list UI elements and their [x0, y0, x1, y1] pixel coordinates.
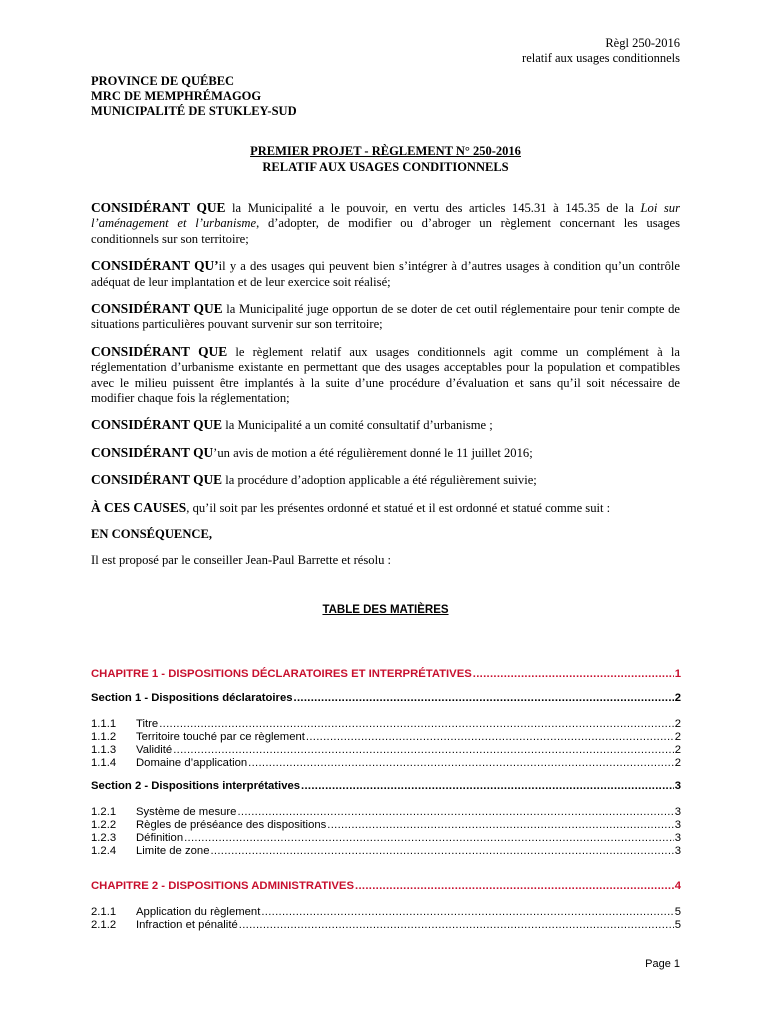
toc-leader [473, 668, 674, 681]
toc-section-1[interactable] [91, 692, 681, 705]
toc-label: Système de mesure [136, 806, 237, 818]
paragraph-text: ’un avis de motion a été régulièrement donné le 11 juillet 2016; [213, 445, 533, 460]
paragraph-text: la procédure d’adoption applicable a été régulièrement suivie; [222, 473, 537, 488]
toc-label: Territoire touché par ce règlement [136, 731, 305, 743]
paragraph [91, 301, 680, 333]
toc-leader [301, 780, 674, 793]
reference-number: Règl 250-2016 [605, 36, 680, 50]
document-reference [522, 36, 680, 66]
paragraph-lead: CONSIDÉRANT QUE [91, 301, 223, 317]
paragraph [91, 445, 680, 461]
toc-label: Section 1 - Dispositions déclaratoires [91, 692, 293, 704]
toc-page: 1 [674, 668, 681, 680]
toc-page: 3 [674, 780, 681, 792]
toc-chapter-2[interactable] [91, 880, 681, 893]
toc-item[interactable] [91, 919, 681, 932]
toc-item[interactable] [91, 757, 681, 770]
toc-title: TABLE DES MATIÈRES [322, 604, 449, 616]
page-number: Page 1 [645, 958, 680, 970]
toc-leader [237, 806, 673, 819]
paragraph-lead: CONSIDÉRANT QUE [91, 472, 223, 488]
municipality: MUNICIPALITÉ DE STUKLEY-SUD [91, 104, 297, 118]
toc-page: 5 [674, 919, 681, 931]
toc-leader [184, 832, 674, 845]
paragraph-lead: CONSIDÉRANT QU’ [91, 258, 219, 274]
toc-page: 3 [674, 819, 681, 831]
toc-leader [327, 819, 673, 832]
paragraph-lead: CONSIDÉRANT QUE [91, 417, 223, 433]
toc-item[interactable] [91, 731, 681, 744]
toc-number: 1.1.2 [91, 731, 117, 743]
paragraph-text: , d’adopter, de modifier ou d’abroger un règlement concernant les usages conditionnels sur son territoire; [91, 216, 680, 246]
toc-leader [294, 692, 674, 705]
toc-page: 3 [674, 845, 681, 857]
title-line-2: RELATIF AUX USAGES CONDITIONNELS [262, 160, 509, 174]
toc-label: Règles de préséance des dispositions [136, 819, 327, 831]
toc-item[interactable] [91, 906, 681, 919]
toc-leader [239, 919, 674, 932]
toc-item[interactable] [91, 832, 681, 845]
toc-number: 2.1.2 [91, 919, 117, 931]
toc-label: Validité [136, 744, 173, 756]
toc-label: Section 2 - Dispositions interprétatives [91, 780, 301, 792]
toc-leader [173, 744, 673, 757]
toc-label: Infraction et pénalité [136, 919, 238, 931]
toc-label: CHAPITRE 2 - DISPOSITIONS ADMINISTRATIVES [91, 880, 354, 892]
toc-leader [261, 906, 673, 919]
paragraph-text: , qu’il soit par les présentes ordonné et statué et il est ordonné et statué comme suit : [186, 500, 611, 515]
toc-label: Application du règlement [136, 906, 261, 918]
paragraph-text: la Municipalité a le pouvoir, en vertu des articles 145.31 à 145.35 de la [225, 201, 641, 215]
toc-leader [159, 718, 674, 731]
paragraph [91, 200, 680, 247]
toc-leader [306, 731, 674, 744]
toc-chapter-1[interactable] [91, 668, 681, 681]
toc-number: 1.2.2 [91, 819, 117, 831]
toc-page: 2 [674, 731, 681, 743]
proposal-statement: Il est proposé par le conseiller Jean-Paul Barrette et résolu : [91, 552, 392, 567]
paragraph-text: la Municipalité juge opportun de se doter de cet outil réglementaire pour tenir compte de situations particulières pouvant survenir sur son territoire; [91, 302, 680, 332]
toc-page: 2 [674, 692, 681, 704]
paragraph [91, 344, 680, 407]
toc-section-2[interactable] [91, 780, 681, 793]
toc-page: 3 [674, 806, 681, 818]
toc-label: Définition [136, 832, 184, 844]
toc-label: Titre [136, 718, 159, 730]
toc-page: 2 [674, 757, 681, 769]
paragraph-text: il y a des usages qui peuvent bien s’intégrer à d’autres usages à condition qu’un contrôle adéquat de leur implantation et de leur exercice soit réalisé; [91, 259, 680, 289]
toc-number: 1.1.3 [91, 744, 117, 756]
organization-block [91, 74, 297, 119]
paragraph [91, 500, 680, 516]
toc-number: 1.1.1 [91, 718, 117, 730]
toc-number: 1.1.4 [91, 757, 117, 769]
preamble [91, 200, 680, 579]
toc-page: 4 [674, 880, 681, 892]
paragraph [91, 258, 680, 290]
paragraph-lead: CONSIDÉRANT QUE [91, 200, 226, 215]
paragraph-lead: CONSIDÉRANT QUE [91, 343, 228, 359]
toc-leader [210, 845, 673, 858]
toc-label: Domaine d’application [136, 757, 248, 769]
toc-page: 3 [674, 832, 681, 844]
title-line-1: PREMIER PROJET - RÈGLEMENT N° 250-2016 [250, 144, 521, 158]
consequence-heading: EN CONSÉQUENCE, [91, 527, 213, 542]
paragraph-lead: CONSIDÉRANT QU [91, 444, 214, 460]
law-title: Loi sur l’aménagement et l’urbanisme [91, 201, 680, 231]
mrc: MRC DE MEMPHRÉMAGOG [91, 89, 262, 103]
province: PROVINCE DE QUÉBEC [91, 74, 235, 88]
toc-number: 2.1.1 [91, 906, 117, 918]
toc-number: 1.2.4 [91, 845, 117, 857]
paragraph-text: le règlement relatif aux usages conditionnels agit comme un complément à la réglementation d’urbanisme existante en permettant que des usages acceptables pour la population et compatibles avec le milieu puissent être implantés à la suite d’une procédure d’évaluation et sans qu’il soit nécessaire de modifier chaque fois la réglementation; [91, 344, 680, 406]
toc-page: 5 [674, 906, 681, 918]
toc-number: 1.2.3 [91, 832, 117, 844]
reference-subject: relatif aux usages conditionnels [522, 51, 680, 65]
paragraph [91, 417, 680, 433]
toc-item[interactable] [91, 806, 681, 819]
toc-label: Limite de zone [136, 845, 210, 857]
paragraph [91, 472, 680, 488]
toc-item[interactable] [91, 819, 681, 832]
toc-item[interactable] [91, 744, 681, 757]
toc-page: 2 [674, 718, 681, 730]
toc-number: 1.2.1 [91, 806, 117, 818]
paragraph-lead: À CES CAUSES [91, 499, 187, 515]
toc-page: 2 [674, 744, 681, 756]
toc-label: CHAPITRE 1 - DISPOSITIONS DÉCLARATOIRES ET INTERPRÉTATIVES [91, 668, 472, 680]
toc-item[interactable] [91, 718, 681, 731]
toc-item[interactable] [91, 845, 681, 858]
paragraph-text: la Municipalité a un comité consultatif d’urbanisme ; [222, 418, 493, 433]
toc-leader [248, 757, 674, 770]
document-title [91, 143, 680, 175]
toc-leader [355, 880, 674, 893]
